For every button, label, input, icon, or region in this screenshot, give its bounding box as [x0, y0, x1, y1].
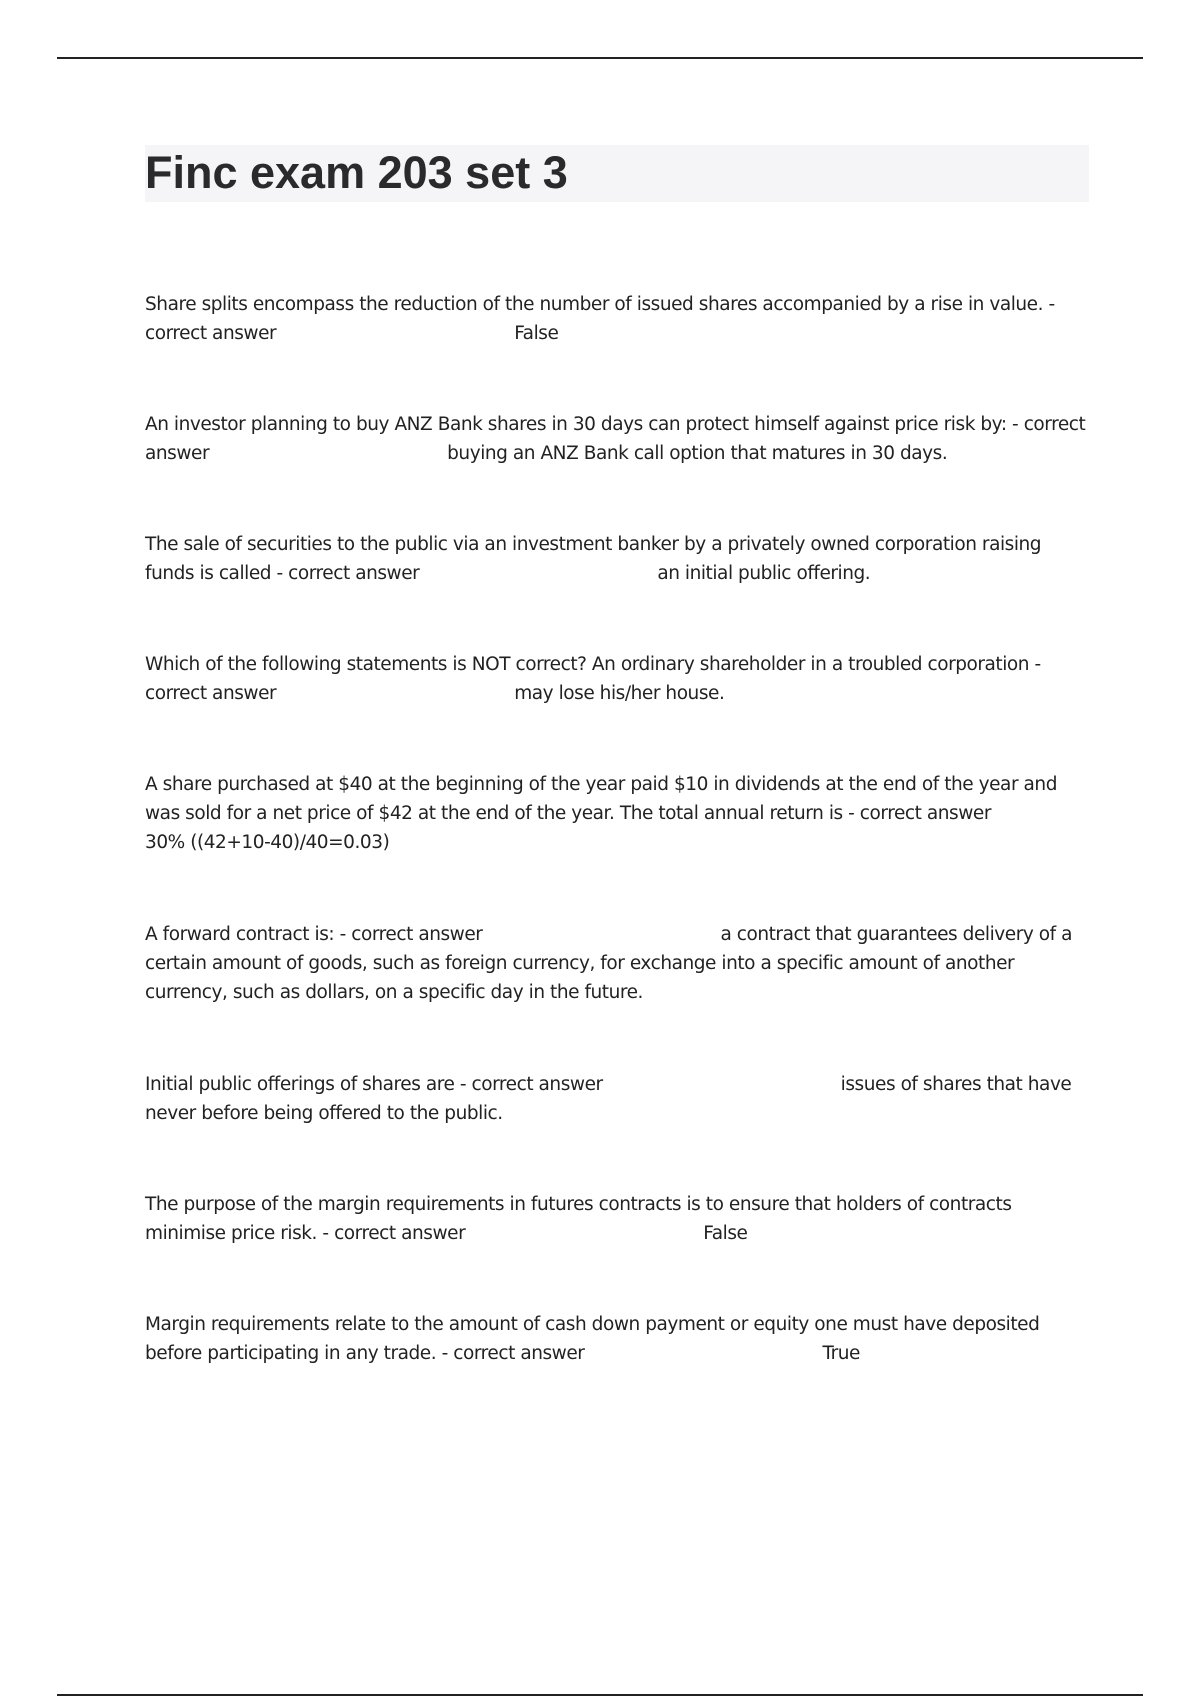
- question-text: Which of the following statements is NOT correct? An ordinary shareholder in a troubled corporation - correct answer: [145, 654, 1041, 704]
- qa-item-9: [145, 1310, 1095, 1368]
- question-text: Initial public offerings of shares are - correct answer: [145, 1074, 603, 1095]
- question-text: A forward contract is: - correct answer: [145, 924, 483, 945]
- qa-item-2: [145, 410, 1095, 468]
- answer-text: False: [703, 1223, 748, 1244]
- qa-item-6: [145, 920, 1095, 1007]
- page-title: Finc exam 203 set 3: [145, 147, 568, 198]
- answer-text: True: [822, 1343, 860, 1364]
- answer-text: 30% ((42+10-40)/40=0.03): [145, 832, 390, 853]
- question-text: The purpose of the margin requirements in futures contracts is to ensure that holders of contracts minimise price risk. - correct answer: [145, 1194, 1012, 1244]
- question-text: Share splits encompass the reduction of the number of issued shares accompanied by a rise in value. - correct answer: [145, 294, 1055, 344]
- answer-text: buying an ANZ Bank call option that matures in 30 days.: [447, 443, 948, 464]
- answer-text: may lose his/her house.: [514, 683, 725, 704]
- answer-text: issues of shares that have never before being offered to the public.: [145, 1074, 1072, 1124]
- question-text: An investor planning to buy ANZ Bank shares in 30 days can protect himself against price risk by: - correct answer: [145, 414, 1086, 464]
- answer-text: an initial public offering.: [657, 563, 871, 584]
- question-text: Margin requirements relate to the amount of cash down payment or equity one must have deposited before participating in any trade. - correct answer: [145, 1314, 1040, 1364]
- qa-item-8: [145, 1190, 1095, 1248]
- qa-item-4: [145, 650, 1095, 708]
- qa-item-3: [145, 530, 1095, 588]
- qa-item-1: [145, 290, 1095, 348]
- title-banner: [145, 145, 1089, 202]
- bottom-rule: [57, 1694, 1143, 1696]
- answer-text: a contract that guarantees delivery of a certain amount of goods, such as foreign currency, for exchange into a specific amount of another currency, such as dollars, on a specific day in the future.: [145, 924, 1073, 1003]
- answer-text: False: [514, 323, 559, 344]
- top-rule: [57, 57, 1143, 59]
- question-text: The sale of securities to the public via an investment banker by a privately owned corporation raising funds is called - correct answer: [145, 534, 1042, 584]
- question-text: A share purchased at $40 at the beginning of the year paid $10 in dividends at the end of the year and was sold for a net price of $42 at the end of the year. The total annual return is - correct answer: [145, 774, 1057, 824]
- qa-item-7: [145, 1070, 1095, 1128]
- qa-item-5: [145, 770, 1095, 857]
